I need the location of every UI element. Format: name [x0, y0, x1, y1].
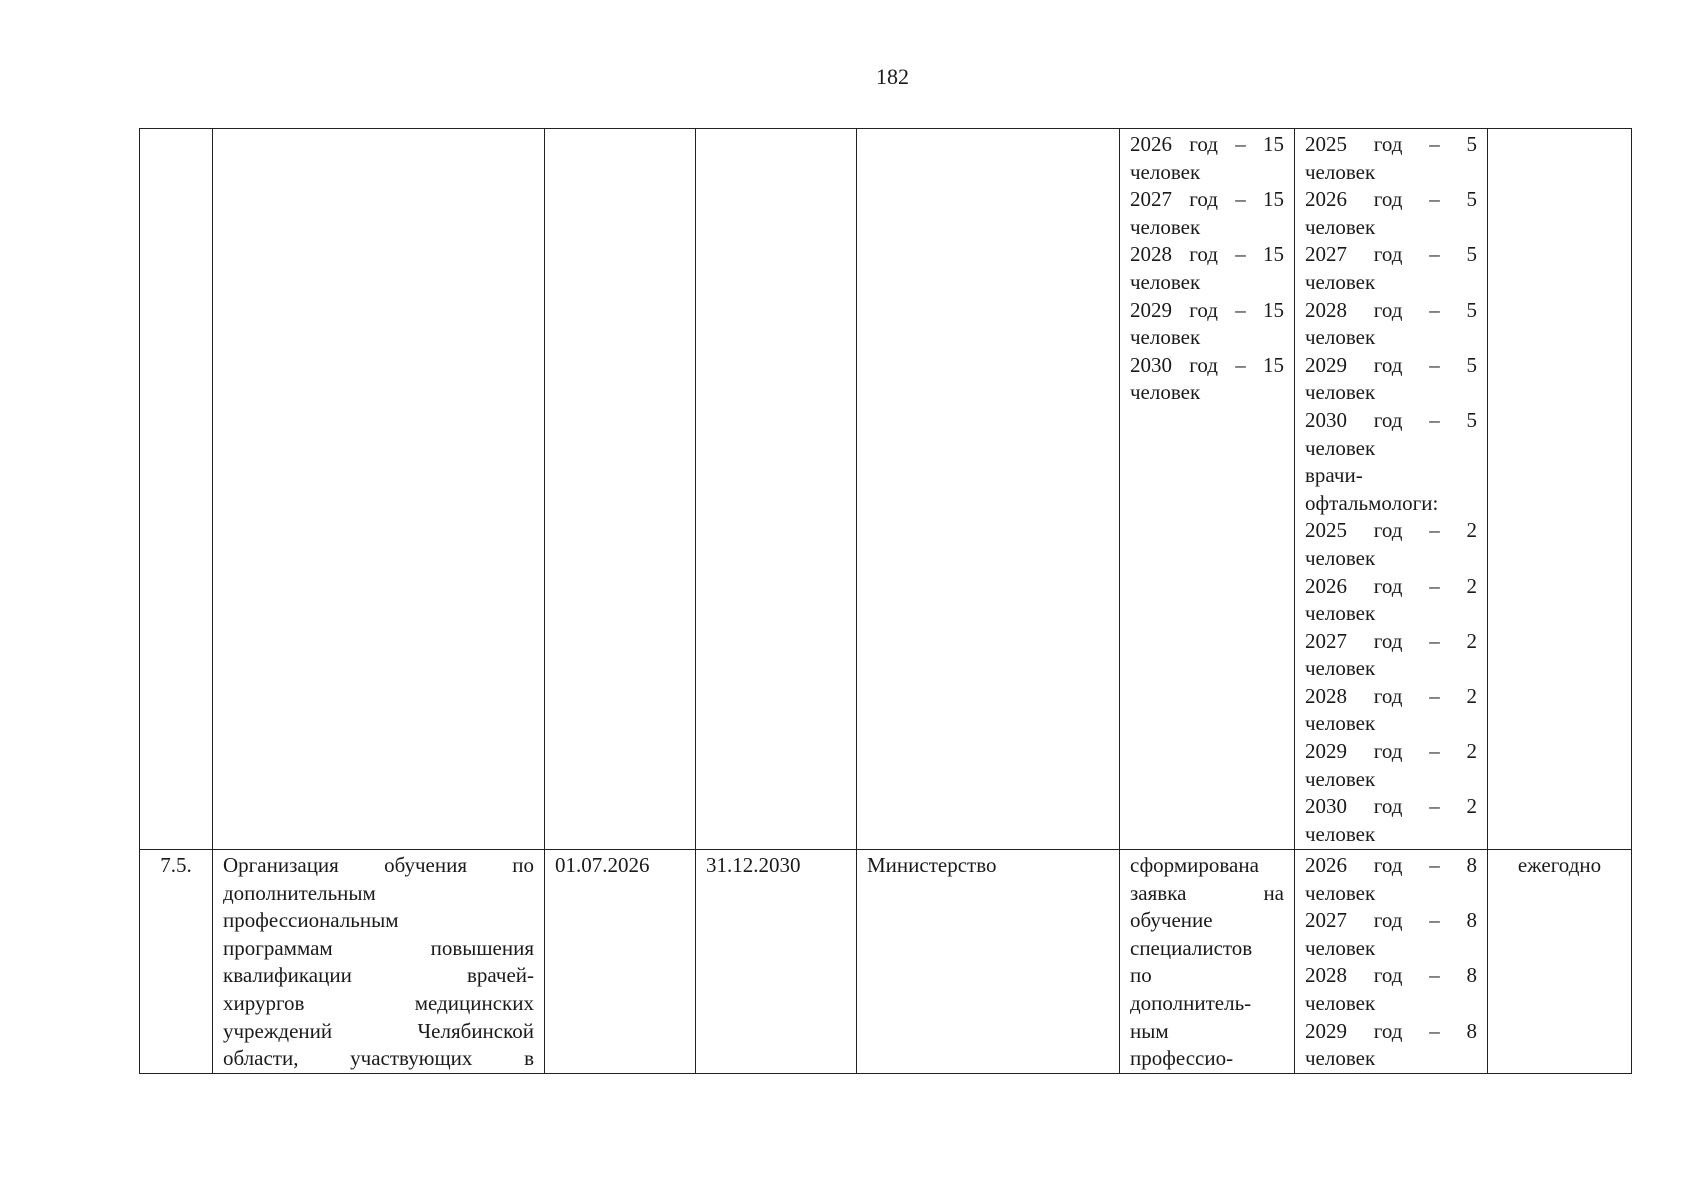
word: хирургов: [223, 990, 305, 1015]
word: –: [1429, 1018, 1440, 1043]
row-number: 7.5.: [160, 853, 192, 877]
result-line: [1130, 1018, 1284, 1046]
indicator-entry-line: [1305, 241, 1477, 269]
indicator-entry-line: [1305, 131, 1477, 159]
indicator-entry-unit: [1305, 935, 1477, 963]
cell-start-date: [545, 129, 696, 850]
indicator-entry-line: [1305, 297, 1477, 325]
word: медицинских: [414, 990, 534, 1015]
word: –: [1235, 132, 1246, 156]
result-line: [1130, 1045, 1284, 1073]
word: 2026: [1305, 573, 1347, 598]
word: –: [1429, 963, 1440, 988]
word: –: [1429, 187, 1440, 212]
word: –: [1235, 242, 1246, 267]
word: 2: [1466, 518, 1477, 543]
result-entry-line: [1130, 131, 1284, 159]
word: 2: [1466, 573, 1477, 598]
word: год: [1373, 132, 1403, 156]
word: человек: [1305, 214, 1376, 239]
name-line: [223, 907, 534, 935]
word: –: [1235, 352, 1246, 377]
indicator-entry-unit: [1305, 159, 1477, 187]
word: участвующих: [350, 1046, 473, 1071]
word: 5: [1466, 242, 1477, 267]
indicator-entry-line: [1305, 1018, 1477, 1046]
word: год: [1373, 518, 1403, 543]
word: профессиональным: [223, 908, 399, 933]
word: год: [1189, 132, 1218, 156]
word: человек: [1130, 214, 1201, 239]
executor: Министерство: [867, 853, 997, 877]
result-entry-unit: [1130, 379, 1284, 407]
word: человек: [1130, 269, 1201, 294]
word: человек: [1130, 159, 1201, 184]
word: 2: [1466, 794, 1477, 819]
name-line: [223, 1045, 534, 1073]
indicator-entry-unit: [1305, 379, 1477, 407]
indicator-entry-unit: [1305, 600, 1477, 628]
word: 8: [1466, 853, 1477, 877]
result-line: [1130, 880, 1284, 908]
name-line: [223, 962, 534, 990]
result-line: [1130, 852, 1284, 880]
word: врачи-: [1305, 463, 1363, 488]
word: 2027: [1305, 242, 1347, 267]
cell-executor: [857, 129, 1120, 850]
word: 8: [1466, 908, 1477, 933]
indicator-entry-unit: [1305, 545, 1477, 573]
word: год: [1373, 739, 1403, 764]
indicator-entry-line: [1305, 573, 1477, 601]
indicator-entry-unit: [1305, 214, 1477, 242]
indicator-entry-line: [1305, 628, 1477, 656]
word: Организация: [223, 853, 339, 877]
cell-number: [140, 129, 213, 850]
word: –: [1429, 352, 1440, 377]
indicator-entry-unit: [1305, 880, 1477, 908]
word: год: [1373, 407, 1403, 432]
word: Челябинской: [417, 1018, 534, 1043]
word: год: [1189, 242, 1218, 267]
word: человек: [1305, 1046, 1376, 1071]
word: год: [1373, 1018, 1403, 1043]
result-entry-line: [1130, 241, 1284, 269]
word: специалистов: [1130, 935, 1253, 960]
word: год: [1373, 628, 1403, 653]
word: 2028: [1130, 242, 1172, 267]
word: сформирована: [1130, 853, 1259, 877]
word: на: [1263, 880, 1284, 905]
end-date: 31.12.2030: [706, 853, 801, 877]
word: 2025: [1305, 518, 1347, 543]
cell-end-date: [696, 129, 857, 850]
word: год: [1373, 242, 1403, 267]
word: 2027: [1305, 628, 1347, 653]
cell-indicators: [1295, 850, 1488, 1074]
indicator-entry-unit: [1305, 655, 1477, 683]
word: 2: [1466, 683, 1477, 708]
word: год: [1373, 297, 1403, 322]
word: человек: [1305, 435, 1376, 460]
indicator-entry-line: [1305, 907, 1477, 935]
result-line: [1130, 907, 1284, 935]
word: –: [1429, 739, 1440, 764]
word: 2027: [1130, 187, 1172, 212]
word: ным: [1130, 1018, 1169, 1043]
word: 2030: [1130, 352, 1172, 377]
result-entry-unit: [1130, 269, 1284, 297]
cell-start-date: [545, 850, 696, 1074]
word: 2030: [1305, 794, 1347, 819]
word: год: [1373, 963, 1403, 988]
word: год: [1373, 187, 1403, 212]
result-line: [1130, 962, 1284, 990]
word: год: [1373, 573, 1403, 598]
word: квалификации: [223, 963, 352, 988]
word: 15: [1262, 297, 1284, 322]
word: 2027: [1305, 908, 1347, 933]
word: учреждений: [223, 1018, 333, 1043]
table-row-continued: [140, 129, 1632, 850]
result-entry-unit: [1130, 214, 1284, 242]
indicator-heading: [1305, 490, 1477, 518]
word: –: [1429, 297, 1440, 322]
word: человек: [1305, 325, 1376, 350]
word: человек: [1305, 269, 1376, 294]
word: обучение: [1130, 908, 1213, 933]
word: 2029: [1305, 1018, 1347, 1043]
word: год: [1373, 853, 1403, 877]
word: по: [1130, 963, 1152, 988]
indicator-entry-line: [1305, 352, 1477, 380]
word: 15: [1262, 187, 1284, 212]
word: человек: [1305, 821, 1376, 846]
word: –: [1429, 908, 1440, 933]
name-line: [223, 990, 534, 1018]
indicator-entry-unit: [1305, 766, 1477, 794]
result-entry-unit: [1130, 159, 1284, 187]
indicator-entry-line: [1305, 186, 1477, 214]
cell-result: [1120, 850, 1295, 1074]
word: по: [512, 853, 534, 877]
indicator-entry-unit: [1305, 821, 1477, 849]
word: программам: [223, 935, 333, 960]
cell-indicators: [1295, 129, 1488, 850]
word: 8: [1466, 963, 1477, 988]
table-row-7-5: [140, 850, 1632, 1074]
word: год: [1189, 352, 1218, 377]
indicator-entry-line: [1305, 962, 1477, 990]
word: 2028: [1305, 963, 1347, 988]
result-entry-line: [1130, 186, 1284, 214]
result-entry-line: [1130, 352, 1284, 380]
indicator-entry-unit: [1305, 990, 1477, 1018]
word: врачей-: [466, 963, 534, 988]
indicator-entry-line: [1305, 517, 1477, 545]
word: человек: [1305, 880, 1376, 905]
word: 5: [1466, 352, 1477, 377]
indicator-entry-line: [1305, 683, 1477, 711]
word: человек: [1305, 159, 1376, 184]
word: человек: [1305, 380, 1376, 405]
word: 5: [1466, 132, 1477, 156]
indicator-entry-unit: [1305, 710, 1477, 738]
cell-number: [140, 850, 213, 1074]
word: –: [1429, 518, 1440, 543]
word: 2029: [1130, 297, 1172, 322]
word: человек: [1130, 325, 1201, 350]
word: 2: [1466, 739, 1477, 764]
word: –: [1235, 297, 1246, 322]
word: 5: [1466, 297, 1477, 322]
word: –: [1429, 573, 1440, 598]
word: год: [1373, 352, 1403, 377]
word: –: [1429, 683, 1440, 708]
word: –: [1429, 853, 1440, 877]
word: –: [1235, 187, 1246, 212]
word: 2025: [1305, 132, 1347, 156]
word: 2026: [1305, 853, 1347, 877]
word: дополнитель-: [1130, 990, 1252, 1015]
word: 2026: [1130, 132, 1172, 156]
word: в: [524, 1046, 534, 1071]
word: 2026: [1305, 187, 1347, 212]
start-date: 01.07.2026: [555, 853, 650, 877]
word: –: [1429, 242, 1440, 267]
indicator-entry-unit: [1305, 435, 1477, 463]
measures-table: [139, 128, 1632, 1074]
word: 2029: [1305, 739, 1347, 764]
word: –: [1429, 407, 1440, 432]
word: год: [1373, 794, 1403, 819]
word: области,: [223, 1046, 299, 1071]
indicator-entry-line: [1305, 793, 1477, 821]
word: профессио-: [1130, 1046, 1234, 1071]
word: человек: [1130, 380, 1201, 405]
word: –: [1429, 132, 1440, 156]
word: повышения: [430, 935, 534, 960]
word: 2029: [1305, 352, 1347, 377]
cell-name: [213, 850, 545, 1074]
word: человек: [1305, 990, 1376, 1015]
word: 2028: [1305, 683, 1347, 708]
result-line: [1130, 990, 1284, 1018]
indicator-entry-unit: [1305, 1045, 1477, 1073]
word: 5: [1466, 407, 1477, 432]
word: год: [1189, 187, 1218, 212]
indicator-entry-line: [1305, 852, 1477, 880]
word: человек: [1305, 545, 1376, 570]
result-line: [1130, 935, 1284, 963]
word: год: [1189, 297, 1218, 322]
word: человек: [1305, 601, 1376, 626]
word: 15: [1262, 132, 1284, 156]
word: человек: [1305, 935, 1376, 960]
cell-result: [1120, 129, 1295, 850]
name-line: [223, 935, 534, 963]
word: 5: [1466, 187, 1477, 212]
word: обучения: [384, 853, 467, 877]
word: дополнительным: [223, 880, 376, 905]
word: человек: [1305, 766, 1376, 791]
word: –: [1429, 628, 1440, 653]
word: 2: [1466, 628, 1477, 653]
indicator-heading: [1305, 462, 1477, 490]
cell-executor: [857, 850, 1120, 1074]
word: год: [1373, 683, 1403, 708]
word: 15: [1262, 352, 1284, 377]
result-entry-unit: [1130, 324, 1284, 352]
word: человек: [1305, 656, 1376, 681]
indicator-entry-line: [1305, 738, 1477, 766]
word: 2028: [1305, 297, 1347, 322]
indicator-entry-unit: [1305, 324, 1477, 352]
name-line: [223, 1018, 534, 1046]
indicator-entry-unit: [1305, 269, 1477, 297]
result-entry-line: [1130, 297, 1284, 325]
cell-name: [213, 129, 545, 850]
cell-frequency: [1488, 129, 1632, 850]
word: –: [1429, 794, 1440, 819]
name-line: [223, 880, 534, 908]
word: заявка: [1130, 880, 1187, 905]
indicator-entry-line: [1305, 407, 1477, 435]
page-number: 182: [876, 64, 909, 89]
word: год: [1373, 908, 1403, 933]
frequency: ежегодно: [1517, 853, 1602, 877]
word: офтальмологи:: [1305, 490, 1439, 515]
cell-end-date: [696, 850, 857, 1074]
word: 8: [1466, 1018, 1477, 1043]
word: человек: [1305, 711, 1376, 736]
cell-frequency: [1488, 850, 1632, 1074]
name-line: [223, 852, 534, 880]
word: 15: [1262, 242, 1284, 267]
word: 2030: [1305, 407, 1347, 432]
